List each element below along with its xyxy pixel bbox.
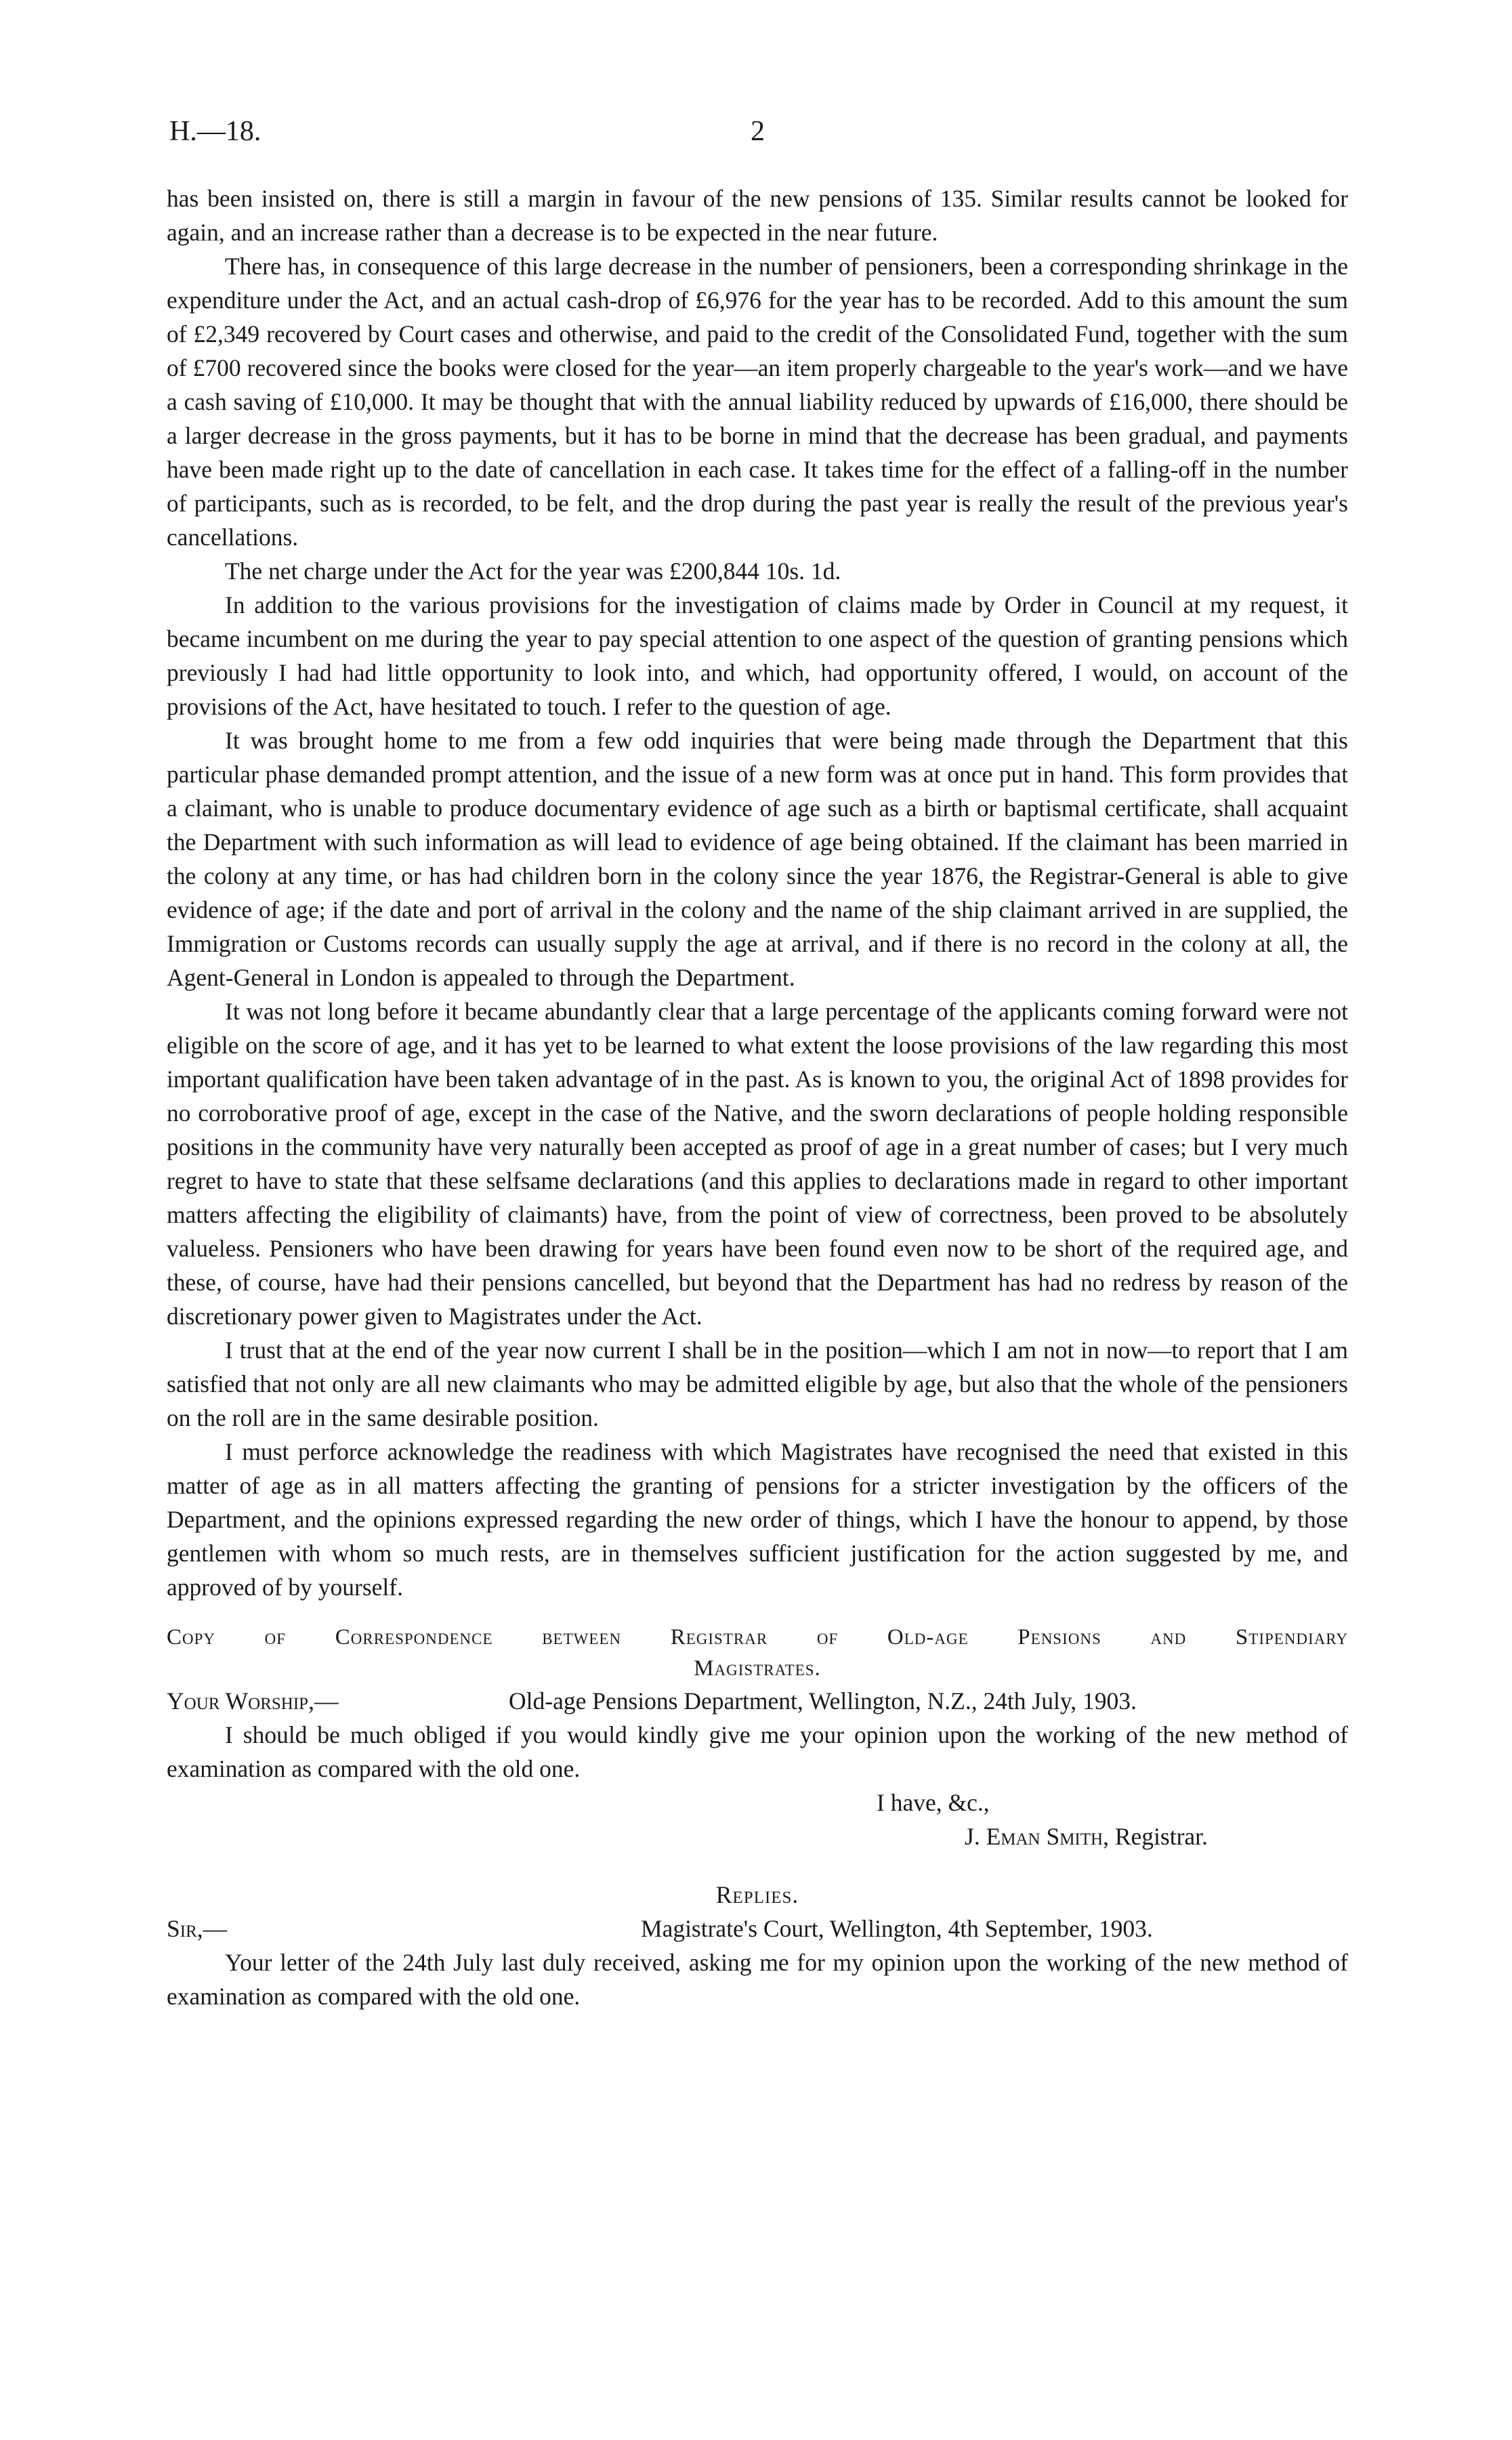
letter-salutation: Your Worship,—: [167, 1687, 339, 1715]
page-number: 2: [751, 116, 765, 147]
paragraph: has been insisted on, there is still a margin in favour of the new pensions of 135. Similar results cannot be looked for again, and an increase rather than a decrease is to be expected in the near future.: [167, 185, 1348, 246]
reply-heading: [167, 1912, 1348, 1945]
letter-heading: [167, 1684, 1348, 1718]
paragraph: I trust that at the end of the year now current I shall be in the position—which I am not in now—to report that I am satisfied that not only are all new claimants who may be admitted eligible by age, but also that the whole of the pensioners on the roll are in the same desirable position.: [167, 1337, 1348, 1431]
document-reference: H.—18.: [169, 116, 261, 147]
reply-salutation: Sir,—: [167, 1915, 228, 1942]
correspondence-title-line1: Copy of Correspondence between Registrar of Old-age Pensions and Stipendiary: [167, 1625, 1348, 1649]
reply-dateline: Magistrate's Court, Wellington, 4th September, 1903.: [641, 1915, 1153, 1942]
paragraph: It was not long before it became abundantly clear that a large percentage of the applicants coming forward were not eligible on the score of age, and it has yet to be learned to what extent the loose provisions of the law regarding this most important qualification have been taken advantage of in the past. As is known to you, the original Act of 1898 provides for no corroborative proof of age, except in the case of the Native, and the sworn declarations of people holding responsible positions in the community have very naturally been accepted as proof of age in a great number of cases; but I very much regret to have to state that these selfsame declarations (and this applies to declarations made in regard to other important matters affecting the eligibility of claimants) have, from the point of view of correctness, been proved to be absolutely valueless. Pensioners who have been drawing for years have been found even now to be short of the required age, and these, of course, have had their pensions cancelled, but beyond that the Department has had no redress by reason of the discretionary power given to Magistrates under the Act.: [167, 998, 1348, 1330]
letter-closing: I have, &c.,: [877, 1789, 990, 1816]
letter-dateline: Old-age Pensions Department, Wellington, N.Z., 24th July, 1903.: [509, 1687, 1137, 1715]
signature-name: J. Eman Smith: [965, 1823, 1104, 1850]
correspondence-title: [167, 1622, 1348, 1684]
page-header: [169, 115, 1348, 156]
letter-body: I should be much obliged if you would kindly give me your opinion upon the working of the new method of examination as compared with the old one.: [167, 1721, 1348, 1782]
paragraph: In addition to the various provisions for the investigation of claims made by Order in Council at my request, it became incumbent on me during the year to pay special attention to one aspect of the question of granting pensions which previously I had had little opportunity to look into, and which, had opportunity offered, I would, on account of the provisions of the Act, have hesitated to touch. I refer to the question of age.: [167, 591, 1348, 720]
replies-heading: Replies.: [715, 1881, 799, 1908]
correspondence-title-line2: Magistrates.: [694, 1656, 821, 1681]
paragraph: The net charge under the Act for the year was £200,844 10s. 1d.: [225, 558, 841, 585]
document-body: [167, 182, 1348, 2013]
letter-signature: [167, 1820, 1348, 1853]
paragraph: I must perforce acknowledge the readiness with which Magistrates have recognised the need that existed in this matter of age as in all matters affecting the granting of pensions for a stricter investigation by the officers of the Department, and the opinions expressed regarding the new order of things, which I have the honour to append, by those gentlemen with whom so much rests, are in themselves sufficient justification for the action suggested by me, and approved of by yourself.: [167, 1438, 1348, 1601]
signature-title: , Registrar.: [1103, 1823, 1208, 1850]
reply-body: Your letter of the 24th July last duly received, asking me for my opinion upon the working of the new method of examination as compared with the old one.: [167, 1949, 1348, 2010]
paragraph: It was brought home to me from a few odd inquiries that were being made through the Department that this particular phase demanded prompt attention, and the issue of a new form was at once put in hand. This form provides that a claimant, who is unable to produce documentary evidence of age such as a birth or baptismal certificate, shall acquaint the Department with such information as will lead to evidence of age being obtained. If the claimant has been married in the colony at any time, or has had children born in the colony since the year 1876, the Registrar-General is able to give evidence of age; if the date and port of arrival in the colony and the name of the ship claimant arrived in are supplied, the Immigration or Customs records can usually supply the age at arrival, and if there is no record in the colony at all, the Agent-General in London is appealed to through the Department.: [167, 727, 1348, 991]
paragraph: There has, in consequence of this large decrease in the number of pensioners, been a corresponding shrinkage in the expenditure under the Act, and an actual cash-drop of £6,976 for the year has to be recorded. Add to this amount the sum of £2,349 recovered by Court cases and otherwise, and paid to the credit of the Consolidated Fund, together with the sum of £700 recovered since the books were closed for the year—an item properly chargeable to the year's work—and we have a cash saving of £10,000. It may be thought that with the annual liability reduced by upwards of £16,000, there should be a larger decrease in the gross payments, but it has to be borne in mind that the decrease has been gradual, and payments have been made right up to the date of cancellation in each case. It takes time for the effect of a falling-off in the number of participants, such as is recorded, to be felt, and the drop during the past year is really the result of the previous year's cancellations.: [167, 253, 1348, 551]
